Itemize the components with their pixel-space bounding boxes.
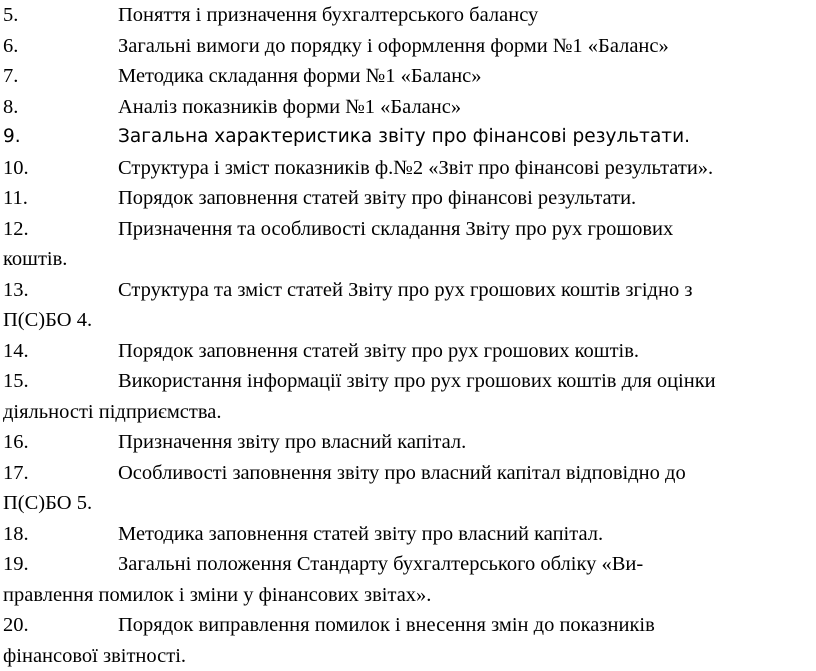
list-item [3,427,813,458]
item-text: Аналіз показників форми №1 «Баланс» [118,96,461,118]
item-number: 11. [3,183,118,214]
item-number: 5. [3,0,118,31]
item-text: Порядок заповнення статей звіту про рух грошових коштів. [118,340,639,362]
item-text-continuation: П(С)БО 4. [3,305,813,336]
item-text: Загальна характеристика звіту про фінансові результати. [118,126,690,147]
item-number: 7. [3,61,118,92]
list-item [3,214,813,275]
list-item [3,610,813,671]
item-number: 9. [3,122,118,153]
item-text: Використання інформації звіту про рух грошових коштів для оцінки [118,370,716,392]
item-text: Призначення та особливості складання Звіту про рух грошових [118,218,673,240]
list-item [3,275,813,336]
item-number: 8. [3,92,118,123]
list-item [3,61,813,92]
list-item [3,153,813,184]
item-text-continuation: діяльності підприємства. [3,397,813,428]
list-item [3,366,813,427]
item-text: Загальні вимоги до порядку і оформлення форми №1 «Баланс» [118,35,669,57]
item-number: 19. [3,549,118,580]
item-number: 14. [3,336,118,367]
item-text-continuation: коштів. [3,244,813,275]
item-number: 10. [3,153,118,184]
list-item [3,519,813,550]
item-number: 6. [3,31,118,62]
item-text: Структура і зміст показників ф.№2 «Звіт про фінансові результати». [118,157,713,179]
list-item [3,183,813,214]
list-item [3,336,813,367]
list-item [3,0,813,31]
document-page [3,0,813,671]
item-number: 12. [3,214,118,245]
item-text-continuation: фінансової звітності. [3,641,813,671]
item-text: Особливості заповнення звіту про власний капітал відповідно до [118,462,686,484]
item-text: Структура та зміст статей Звіту про рух грошових коштів згідно з [118,279,692,301]
item-number: 20. [3,610,118,641]
item-number: 15. [3,366,118,397]
list-item [3,31,813,62]
item-number: 18. [3,519,118,550]
list-item [3,92,813,123]
item-text: Методика складання форми №1 «Баланс» [118,65,482,87]
item-text-continuation: П(С)БО 5. [3,488,813,519]
list-item [3,458,813,519]
list-item [3,549,813,610]
item-text: Загальні положення Стандарту бухгалтерського обліку «Ви- [118,553,643,575]
item-text: Методика заповнення статей звіту про власний капітал. [118,523,603,545]
item-text: Призначення звіту про власний капітал. [118,431,466,453]
item-number: 13. [3,275,118,306]
list-item [3,122,813,153]
item-text: Порядок виправлення помилок і внесення змін до показників [118,614,655,636]
item-text-continuation: правлення помилок і зміни у фінансових звітах». [3,580,813,611]
item-number: 17. [3,458,118,489]
item-text: Поняття і призначення бухгалтерського балансу [118,4,538,26]
item-number: 16. [3,427,118,458]
item-text: Порядок заповнення статей звіту про фінансові результати. [118,187,636,209]
